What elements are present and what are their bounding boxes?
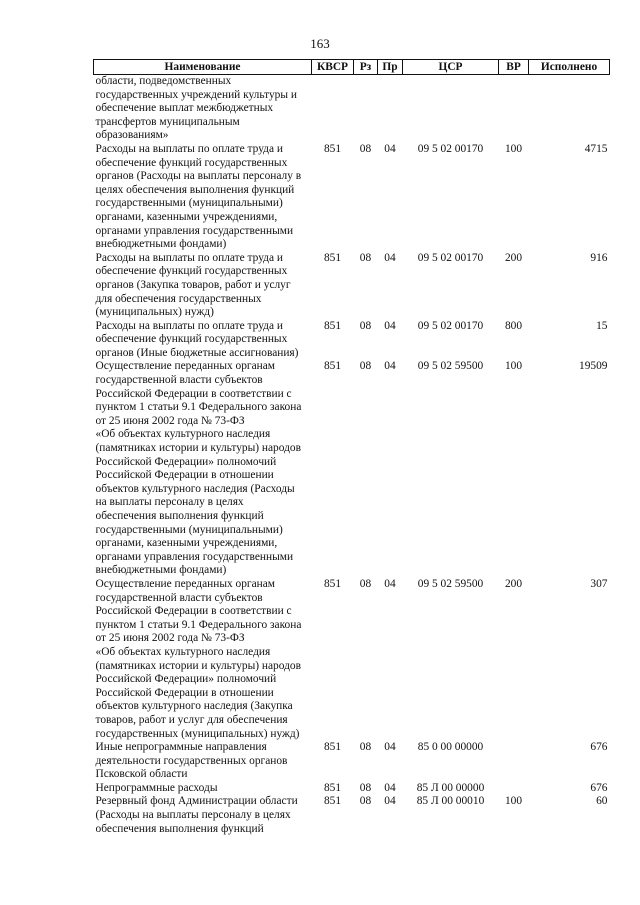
- cell-executed: 19509: [579, 360, 608, 373]
- cell-rz: 08: [359, 142, 372, 155]
- table-row: [94, 320, 610, 361]
- cell-executed: 307: [590, 577, 608, 590]
- cell-name: Непрограммные расходы: [95, 781, 218, 794]
- cell-csr: 85 0 00 00000: [417, 741, 484, 754]
- cell-kvsr: 851: [323, 319, 342, 332]
- cell-rz: 08: [359, 741, 372, 754]
- cell-name: области, подведомственных государственных учреждений культуры и обеспечение выплат межбюджетных трансфертов муниципальным образованиям»: [95, 75, 297, 142]
- cell-csr: 85 Л 00 00000: [416, 781, 485, 794]
- col-header-kvsr: КВСР: [312, 60, 354, 75]
- cell-vr: [499, 741, 529, 782]
- cell-csr: 85 Л 00 00010: [416, 795, 485, 808]
- cell-csr: 09 5 02 00170: [417, 251, 484, 264]
- table-row: [94, 578, 610, 741]
- col-header-name: Наименование: [94, 60, 312, 75]
- table-row: [94, 75, 610, 143]
- cell-executed: 916: [590, 251, 608, 264]
- budget-table: [93, 59, 610, 836]
- cell-kvsr: 851: [323, 360, 342, 373]
- cell-rz: 08: [359, 781, 372, 794]
- cell-vr: 800: [504, 319, 523, 332]
- cell-csr: 09 5 02 59500: [417, 360, 484, 373]
- cell-rz: 08: [359, 795, 372, 808]
- cell-name: Иные непрограммные направления деятельности государственных органов Псковской области: [95, 741, 288, 781]
- cell-kvsr: [312, 75, 354, 143]
- cell-pr: 04: [384, 741, 396, 754]
- cell-rz: [354, 75, 378, 143]
- col-header-csr: ЦСР: [403, 60, 499, 75]
- cell-pr: 04: [384, 142, 396, 155]
- cell-pr: 04: [384, 319, 396, 332]
- cell-pr: 04: [384, 577, 396, 590]
- cell-vr: 200: [504, 251, 523, 264]
- cell-name: Резервный фонд Администрации области (Расходы на выплаты персоналу в целях обеспечения выполнения функций: [95, 795, 298, 835]
- table-row: [94, 143, 610, 252]
- cell-kvsr: 851: [323, 577, 342, 590]
- cell-name: Расходы на выплаты по оплате труда и обеспечение функций государственных органов (Расходы на выплаты персоналу в целях обеспечения выполнения функций государственными (муниципальными) органами, казенными учреждениями, органами управления государственными внебюджетными фондами): [95, 142, 302, 251]
- cell-vr: 100: [504, 795, 523, 808]
- cell-kvsr: 851: [323, 251, 342, 264]
- cell-executed: 676: [590, 781, 608, 794]
- cell-pr: 04: [384, 360, 396, 373]
- table-row: [94, 782, 610, 796]
- cell-csr: [403, 75, 499, 143]
- cell-executed: 15: [596, 319, 608, 332]
- cell-vr: 100: [504, 360, 523, 373]
- cell-pr: 04: [384, 781, 396, 794]
- cell-name: Расходы на выплаты по оплате труда и обеспечение функций государственных органов (Закупка товаров, работ и услуг для обеспечения государственных (муниципальных) нужд): [95, 251, 291, 319]
- cell-vr: 100: [504, 142, 523, 155]
- table-header-row: [94, 60, 610, 75]
- cell-pr: 04: [384, 795, 396, 808]
- cell-kvsr: 851: [323, 781, 342, 794]
- col-header-executed: Исполнено: [529, 60, 610, 75]
- table-row: [94, 360, 610, 578]
- cell-name: Осуществление переданных органам государственной власти субъектов Российской Федерации в соответствии с пунктом 1 статьи 9.1 Федерального закона от 25 июня 2002 года № 73-ФЗ «Об объектах культурного наследия (памятниках истории и культуры) народов Российской Федерации» полномочий Российской Федерации в отношении объектов культурного наследия (Закупка товаров, работ и услуг для обеспечения государственных (муниципальных) нужд): [95, 577, 302, 740]
- table-row: [94, 741, 610, 782]
- cell-rz: 08: [359, 360, 372, 373]
- cell-rz: 08: [359, 319, 372, 332]
- cell-kvsr: 851: [323, 142, 342, 155]
- cell-kvsr: 851: [323, 741, 342, 754]
- col-header-vr: ВР: [499, 60, 529, 75]
- cell-vr: 200: [504, 577, 523, 590]
- cell-rz: 08: [359, 251, 372, 264]
- cell-rz: 08: [359, 577, 372, 590]
- cell-csr: 09 5 02 00170: [417, 319, 484, 332]
- col-header-rz: Рз: [354, 60, 378, 75]
- cell-name: Расходы на выплаты по оплате труда и обеспечение функций государственных органов (Иные бюджетные ассигнования): [95, 319, 299, 359]
- cell-pr: 04: [384, 251, 396, 264]
- cell-executed: [529, 75, 610, 143]
- cell-executed: 4715: [584, 142, 608, 155]
- table-row: [94, 795, 610, 836]
- cell-csr: 09 5 02 00170: [417, 142, 484, 155]
- cell-name: Осуществление переданных органам государственной власти субъектов Российской Федерации в соответствии с пунктом 1 статьи 9.1 Федерального закона от 25 июня 2002 года № 73-ФЗ «Об объектах культурного наследия (памятниках истории и культуры) народов Российской Федерации» полномочий Российской Федерации в отношении объектов культурного наследия (Расходы на выплаты персоналу в целях обеспечения выполнения функций государственными (муниципальными) органами, казенными учреждениями, органами управления государственными внебюджетными фондами): [95, 360, 302, 577]
- cell-executed: 676: [590, 741, 608, 754]
- cell-kvsr: 851: [323, 795, 342, 808]
- table-row: [94, 252, 610, 320]
- col-header-pr: Пр: [378, 60, 403, 75]
- page-number: 163: [310, 36, 330, 51]
- cell-csr: 09 5 02 59500: [417, 577, 484, 590]
- cell-pr: [378, 75, 403, 143]
- table-body: [94, 75, 610, 837]
- cell-vr: [499, 782, 529, 796]
- cell-executed: 60: [596, 795, 608, 808]
- cell-vr: [499, 75, 529, 143]
